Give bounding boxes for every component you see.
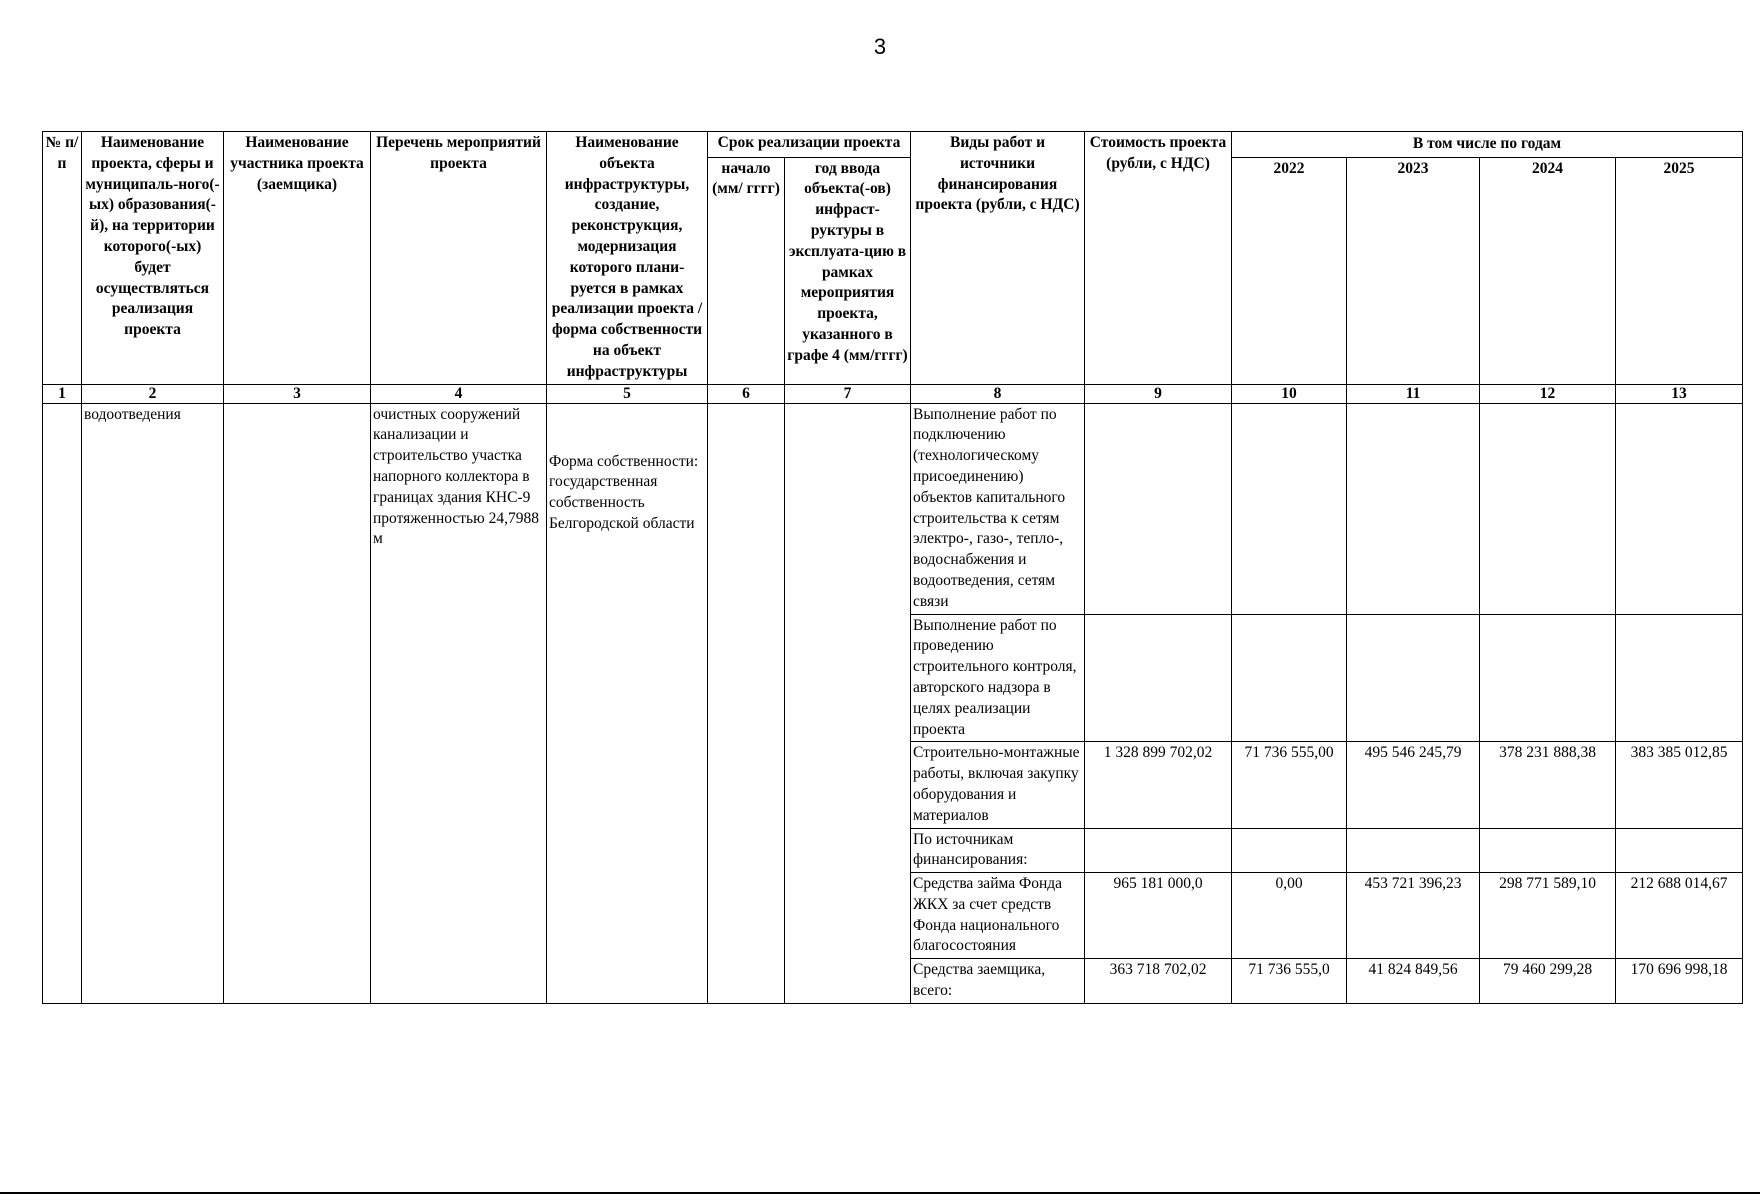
cell-col1 xyxy=(43,403,82,1003)
column-number: 13 xyxy=(1616,384,1743,403)
header-col8: Виды работ и источники финансирования проекта (рубли, с НДС) xyxy=(911,132,1085,385)
cell-col3 xyxy=(224,403,371,1003)
header-year-2024: 2024 xyxy=(1480,157,1616,384)
activities-cell: очистных сооружений канализации и строительство участка напорного коллектора в границах здания КНС-9 протяженностью 24,7988 м xyxy=(371,403,547,1003)
total-cell xyxy=(1085,828,1232,873)
ownership-cell: Форма собственности: государственная собственность Белгородской области xyxy=(547,403,708,1003)
year-2024-cell: 298 771 589,10 xyxy=(1480,873,1616,959)
header-col4: Перечень мероприятий проекта xyxy=(371,132,547,385)
year-2023-cell: 41 824 849,56 xyxy=(1347,959,1480,1004)
year-2023-cell xyxy=(1347,403,1480,614)
page-number: 3 xyxy=(873,34,887,59)
work-type-cell: Выполнение работ по подключению (технологическому присоединению) объектов капитального строительства к сетям электро-, газо-, тепло-, водоснабжения и водоотведения, сетям связи xyxy=(911,403,1085,614)
header-term-group: Срок реализации проекта xyxy=(708,132,911,158)
financing-table xyxy=(42,131,1743,1004)
year-2025-cell: 212 688 014,67 xyxy=(1616,873,1743,959)
work-type-cell: Средства займа Фонда ЖКХ за счет средств Фонда национального благосостояния xyxy=(911,873,1085,959)
year-2024-cell xyxy=(1480,614,1616,742)
year-2025-cell xyxy=(1616,403,1743,614)
year-2023-cell xyxy=(1347,614,1480,742)
header-col5: Наименование объекта инфраструктуры, создание, реконструкция, модернизация которого плани-руется в рамках реализации проекта / форма собственности на объект инфраструктуры xyxy=(547,132,708,385)
column-number: 12 xyxy=(1480,384,1616,403)
total-cell: 965 181 000,0 xyxy=(1085,873,1232,959)
work-type-cell: Выполнение работ по проведению строительного контроля, авторского надзора в целях реализации проекта xyxy=(911,614,1085,742)
header-row-1 xyxy=(43,132,1743,158)
cell-col7 xyxy=(785,403,911,1003)
year-2022-cell: 0,00 xyxy=(1232,873,1347,959)
work-type-cell: Строительно-монтажные работы, включая закупку оборудования и материалов xyxy=(911,742,1085,828)
header-col9: Стоимость проекта (рубли, с НДС) xyxy=(1085,132,1232,385)
year-2022-cell xyxy=(1232,828,1347,873)
column-number: 2 xyxy=(82,384,224,403)
column-number: 9 xyxy=(1085,384,1232,403)
year-2024-cell: 378 231 888,38 xyxy=(1480,742,1616,828)
column-number: 3 xyxy=(224,384,371,403)
year-2024-cell xyxy=(1480,828,1616,873)
header-col3: Наименование участника проекта (заемщика) xyxy=(224,132,371,385)
total-cell: 363 718 702,02 xyxy=(1085,959,1232,1004)
column-number: 1 xyxy=(43,384,82,403)
cell-col6 xyxy=(708,403,785,1003)
header-col7: год ввода объекта(-ов) инфраст-руктуры в эксплуата-цию в рамках мероприятия проекта, указанного в графе 4 (мм/гггг) xyxy=(785,157,911,384)
column-number: 10 xyxy=(1232,384,1347,403)
header-year-2025: 2025 xyxy=(1616,157,1743,384)
header-year-2023: 2023 xyxy=(1347,157,1480,384)
year-2022-cell: 71 736 555,00 xyxy=(1232,742,1347,828)
header-year-2022: 2022 xyxy=(1232,157,1347,384)
column-number: 7 xyxy=(785,384,911,403)
project-sphere-cell: водоотведения xyxy=(82,403,224,1003)
year-2023-cell: 495 546 245,79 xyxy=(1347,742,1480,828)
column-number: 11 xyxy=(1347,384,1480,403)
column-number: 8 xyxy=(911,384,1085,403)
year-2024-cell: 79 460 299,28 xyxy=(1480,959,1616,1004)
bottom-rule xyxy=(0,1192,1760,1194)
column-number: 5 xyxy=(547,384,708,403)
header-col2: Наименование проекта, сферы и муниципаль-ного(-ых) образования(-й), на территории которого(-ых) будет осуществляться реализация проекта xyxy=(82,132,224,385)
column-number: 4 xyxy=(371,384,547,403)
total-cell xyxy=(1085,614,1232,742)
year-2025-cell xyxy=(1616,614,1743,742)
year-2025-cell: 170 696 998,18 xyxy=(1616,959,1743,1004)
work-type-cell: Средства заемщика, всего: xyxy=(911,959,1085,1004)
table-row xyxy=(43,403,1743,614)
year-2023-cell xyxy=(1347,828,1480,873)
year-2023-cell: 453 721 396,23 xyxy=(1347,873,1480,959)
total-cell xyxy=(1085,403,1232,614)
year-2025-cell xyxy=(1616,828,1743,873)
year-2022-cell: 71 736 555,0 xyxy=(1232,959,1347,1004)
year-2022-cell xyxy=(1232,403,1347,614)
year-2022-cell xyxy=(1232,614,1347,742)
total-cell: 1 328 899 702,02 xyxy=(1085,742,1232,828)
header-col6: начало (мм/ гггг) xyxy=(708,157,785,384)
column-number: 6 xyxy=(708,384,785,403)
year-2025-cell: 383 385 012,85 xyxy=(1616,742,1743,828)
column-number-row xyxy=(43,384,1743,403)
header-col1: № п/п xyxy=(43,132,82,385)
work-type-cell: По источникам финансирования: xyxy=(911,828,1085,873)
year-2024-cell xyxy=(1480,403,1616,614)
header-years-group: В том числе по годам xyxy=(1232,132,1743,158)
